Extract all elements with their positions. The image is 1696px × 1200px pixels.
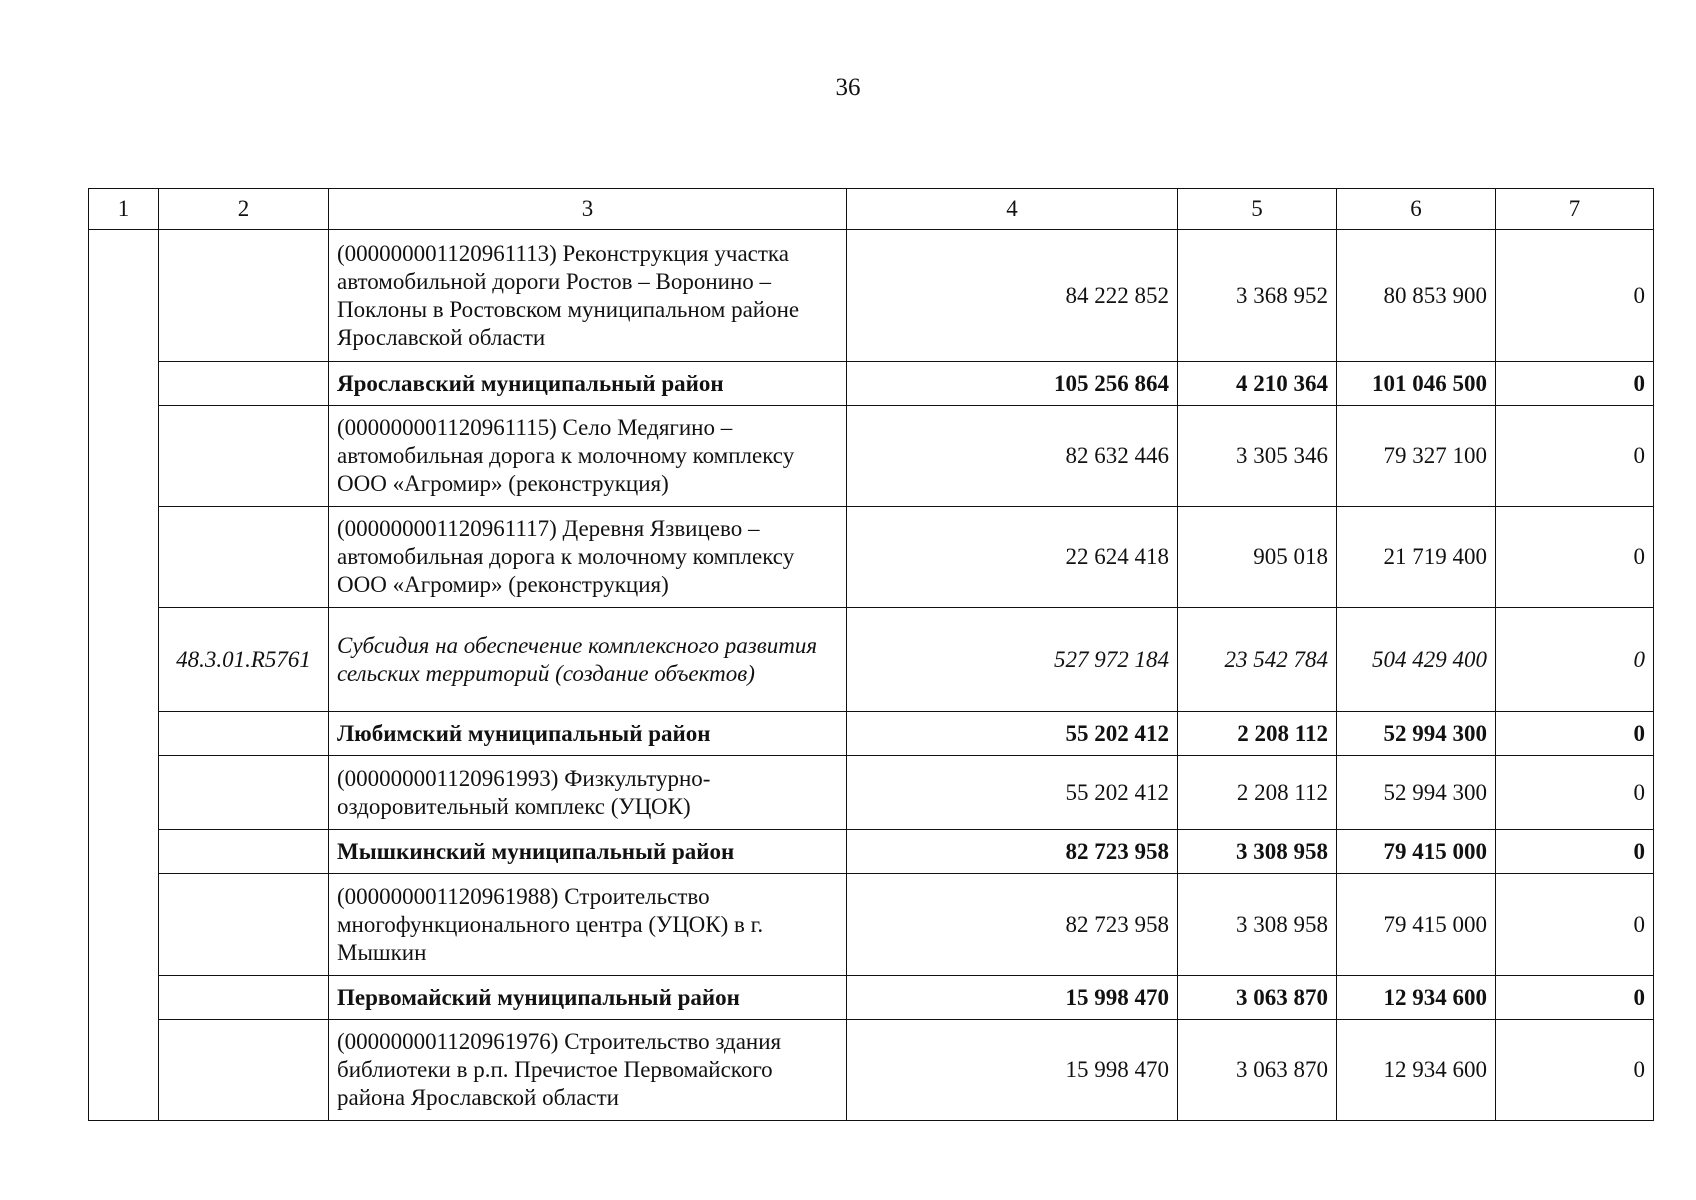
value-col5: 2 208 112 xyxy=(1178,712,1337,756)
value-col5: 3 063 870 xyxy=(1178,1020,1337,1121)
code-cell xyxy=(159,1020,329,1121)
code-cell xyxy=(159,976,329,1020)
value-col4: 527 972 184 xyxy=(847,608,1178,712)
value-col5: 3 308 958 xyxy=(1178,874,1337,976)
value-col7: 0 xyxy=(1496,830,1654,874)
table-row xyxy=(89,830,1654,874)
table-row xyxy=(89,874,1654,976)
value-col4: 84 222 852 xyxy=(847,230,1178,362)
table-row xyxy=(89,608,1654,712)
name-cell: (000000001120961113) Реконструкция участка автомобильной дороги Ростов – Воронино – Поклоны в Ростовском муниципальном районе Ярославской области xyxy=(329,230,847,362)
value-col7: 0 xyxy=(1496,406,1654,507)
name-cell: (000000001120961117) Деревня Язвицево – автомобильная дорога к молочному комплексу ООО «Агромир» (реконструкция) xyxy=(329,507,847,608)
value-col7: 0 xyxy=(1496,230,1654,362)
value-col6: 21 719 400 xyxy=(1337,507,1496,608)
value-col4: 55 202 412 xyxy=(847,756,1178,830)
name-cell: (000000001120961976) Строительство здания библиотеки в р.п. Пречистое Первомайского района Ярославской области xyxy=(329,1020,847,1121)
value-col5: 4 210 364 xyxy=(1178,362,1337,406)
column-1-cell xyxy=(89,230,159,1121)
budget-table xyxy=(88,188,1654,1121)
name-cell: (000000001120961988) Строительство многофункционального центра (УЦОК) в г. Мышкин xyxy=(329,874,847,976)
table-row xyxy=(89,756,1654,830)
value-col4: 82 632 446 xyxy=(847,406,1178,507)
value-col6: 504 429 400 xyxy=(1337,608,1496,712)
name-cell: Первомайский муниципальный район xyxy=(329,976,847,1020)
code-cell xyxy=(159,874,329,976)
value-col5: 23 542 784 xyxy=(1178,608,1337,712)
table-row xyxy=(89,230,1654,362)
value-col6: 52 994 300 xyxy=(1337,756,1496,830)
value-col6: 12 934 600 xyxy=(1337,1020,1496,1121)
code-cell xyxy=(159,406,329,507)
value-col6: 79 415 000 xyxy=(1337,830,1496,874)
value-col5: 3 368 952 xyxy=(1178,230,1337,362)
value-col4: 82 723 958 xyxy=(847,874,1178,976)
code-cell xyxy=(159,830,329,874)
name-cell: (000000001120961115) Село Медягино – автомобильная дорога к молочному комплексу ООО «Агромир» (реконструкция) xyxy=(329,406,847,507)
value-col7: 0 xyxy=(1496,608,1654,712)
name-cell: Субсидия на обеспечение комплексного развития сельских территорий (создание объектов) xyxy=(329,608,847,712)
col-header-7: 7 xyxy=(1496,189,1654,230)
col-header-6: 6 xyxy=(1337,189,1496,230)
value-col4: 105 256 864 xyxy=(847,362,1178,406)
value-col5: 3 308 958 xyxy=(1178,830,1337,874)
value-col4: 15 998 470 xyxy=(847,976,1178,1020)
code-cell xyxy=(159,230,329,362)
value-col5: 2 208 112 xyxy=(1178,756,1337,830)
value-col7: 0 xyxy=(1496,712,1654,756)
code-cell xyxy=(159,756,329,830)
table-row xyxy=(89,362,1654,406)
name-cell: Любимский муниципальный район xyxy=(329,712,847,756)
col-header-4: 4 xyxy=(847,189,1178,230)
value-col6: 52 994 300 xyxy=(1337,712,1496,756)
col-header-2: 2 xyxy=(159,189,329,230)
value-col4: 15 998 470 xyxy=(847,1020,1178,1121)
value-col5: 905 018 xyxy=(1178,507,1337,608)
value-col6: 79 327 100 xyxy=(1337,406,1496,507)
table-row xyxy=(89,712,1654,756)
value-col5: 3 063 870 xyxy=(1178,976,1337,1020)
code-cell: 48.3.01.R5761 xyxy=(159,608,329,712)
value-col6: 12 934 600 xyxy=(1337,976,1496,1020)
col-header-1: 1 xyxy=(89,189,159,230)
page-number: 36 xyxy=(835,74,861,101)
table-row xyxy=(89,406,1654,507)
code-cell xyxy=(159,712,329,756)
table-row xyxy=(89,1020,1654,1121)
code-cell xyxy=(159,362,329,406)
value-col4: 22 624 418 xyxy=(847,507,1178,608)
name-cell: (000000001120961993) Физкультурно-оздоровительный комплекс (УЦОК) xyxy=(329,756,847,830)
value-col7: 0 xyxy=(1496,362,1654,406)
value-col7: 0 xyxy=(1496,507,1654,608)
table-row xyxy=(89,976,1654,1020)
value-col6: 80 853 900 xyxy=(1337,230,1496,362)
value-col7: 0 xyxy=(1496,756,1654,830)
name-cell: Ярославский муниципальный район xyxy=(329,362,847,406)
table-row xyxy=(89,507,1654,608)
name-cell: Мышкинский муниципальный район xyxy=(329,830,847,874)
value-col7: 0 xyxy=(1496,1020,1654,1121)
value-col7: 0 xyxy=(1496,976,1654,1020)
value-col7: 0 xyxy=(1496,874,1654,976)
value-col6: 79 415 000 xyxy=(1337,874,1496,976)
col-header-3: 3 xyxy=(329,189,847,230)
code-cell xyxy=(159,507,329,608)
header-row xyxy=(89,189,1654,230)
value-col4: 55 202 412 xyxy=(847,712,1178,756)
value-col4: 82 723 958 xyxy=(847,830,1178,874)
value-col5: 3 305 346 xyxy=(1178,406,1337,507)
col-header-5: 5 xyxy=(1178,189,1337,230)
value-col6: 101 046 500 xyxy=(1337,362,1496,406)
